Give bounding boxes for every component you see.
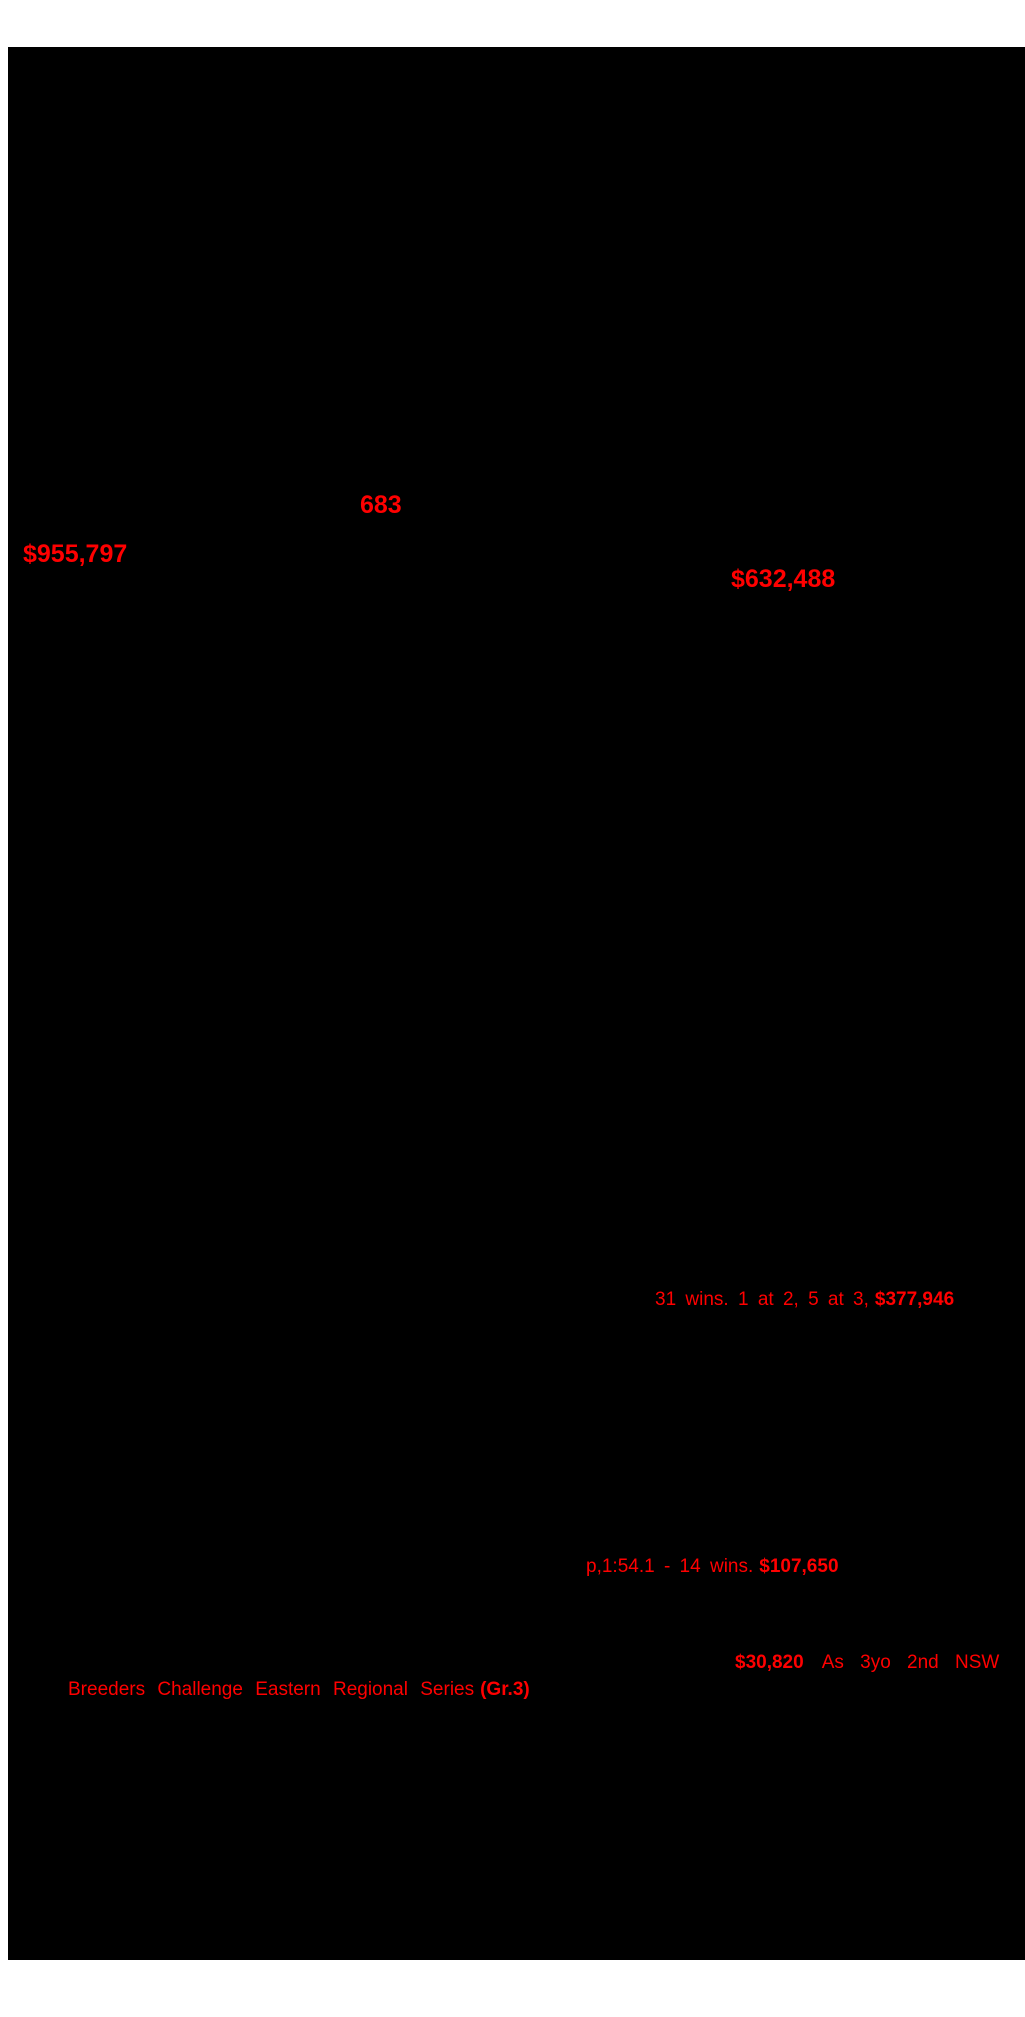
highlight-wins-line <box>655 1290 954 1311</box>
record-line-text: p,1:54.1 - 14 wins. <box>586 1556 754 1577</box>
highlight-progeny-line <box>735 1653 999 1674</box>
progeny-line-text: As 3yo 2nd NSW <box>821 1652 1000 1673</box>
record-line-amount: $107,650 <box>759 1556 839 1577</box>
highlight-race-title-line <box>68 1680 530 1701</box>
progeny-line-amount: $30,820 <box>735 1652 804 1673</box>
race-title-grade: (Gr.3) <box>480 1679 530 1700</box>
highlight-dam-earnings: $632,488 <box>731 565 836 593</box>
highlight-foal-count: 683 <box>360 491 402 519</box>
wins-line-text: 31 wins. 1 at 2, 5 at 3, <box>655 1289 869 1310</box>
race-title-text: Breeders Challenge Eastern Regional Series <box>68 1679 475 1700</box>
catalogue-page-canvas <box>8 47 1025 1960</box>
highlight-sire-earnings: $955,797 <box>23 540 128 568</box>
wins-line-amount: $377,946 <box>874 1289 955 1310</box>
highlight-record-line <box>586 1557 839 1578</box>
